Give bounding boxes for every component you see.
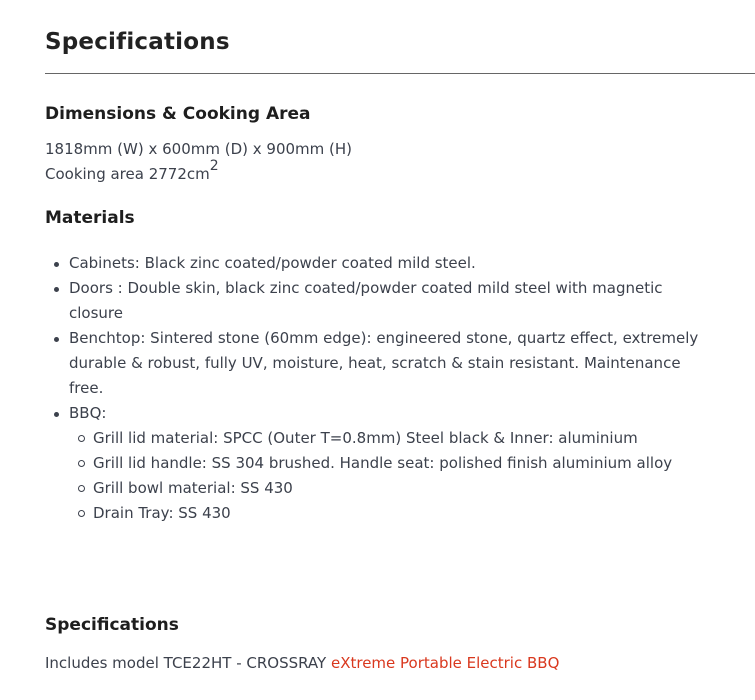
- dimensions-size: 1818mm (W) x 600mm (D) x 900mm (H): [45, 140, 353, 158]
- list-item-bbq: [45, 401, 705, 526]
- sublist-item: Grill lid material: SPCC (Outer T=0.8mm) Steel black & Inner: aluminium: [69, 426, 705, 451]
- dimensions-heading: Dimensions & Cooking Area: [45, 104, 311, 124]
- cooking-area-text: Cooking area 2772cm: [45, 165, 210, 183]
- list-item: Cabinets: Black zinc coated/powder coated mild steel.: [45, 251, 705, 276]
- sublist-item: Drain Tray: SS 430: [69, 501, 705, 526]
- sublist-item: Grill lid handle: SS 304 brushed. Handle seat: polished finish aluminium alloy: [69, 451, 705, 476]
- page-title: Specifications: [45, 29, 230, 55]
- list-item: Benchtop: Sintered stone (60mm edge): engineered stone, quartz effect, extremely durable & robust, fully UV, moisture, heat, scratch & stain resistant. Maintenance free.: [45, 326, 705, 401]
- bbq-label: BBQ:: [69, 404, 107, 422]
- sublist-item: Grill bowl material: SS 430: [69, 476, 705, 501]
- specs-text: [45, 651, 559, 676]
- product-link[interactable]: eXtreme Portable Electric BBQ: [330, 654, 560, 672]
- cooking-area-unit-sup: 2: [209, 158, 219, 174]
- list-item: Doors : Double skin, black zinc coated/powder coated mild steel with magnetic closure: [45, 276, 705, 326]
- materials-list: [45, 251, 705, 526]
- bbq-sublist: [69, 426, 705, 526]
- specs-heading: Specifications: [45, 615, 179, 635]
- specs-includes: Includes model TCE22HT - CROSSRAY: [45, 654, 331, 672]
- materials-heading: Materials: [45, 208, 135, 228]
- divider: [45, 73, 755, 74]
- cooking-area: [45, 158, 219, 187]
